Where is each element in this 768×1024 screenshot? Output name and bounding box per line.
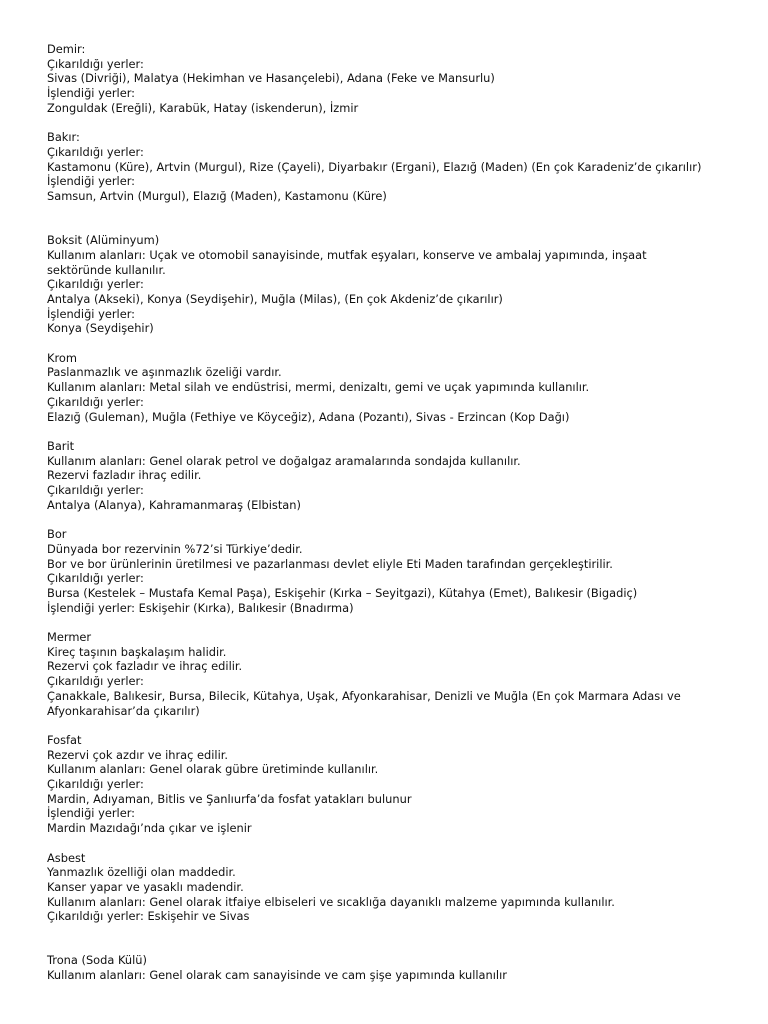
section-title: Barit	[47, 438, 75, 453]
section-trona	[47, 953, 747, 982]
text-line: Çıkarıldığı yerler:	[47, 777, 144, 792]
text-line: Mardin, Adıyaman, Bitlis ve Şanlıurfa’da fosfat yatakları bulunur	[47, 791, 412, 806]
text-line: Mardin Mazıdağı’nda çıkar ve işlenir	[47, 821, 252, 836]
section-title: Bor	[47, 527, 67, 542]
spacer	[47, 718, 747, 733]
text-line: İşlendiği yerler:	[47, 306, 136, 321]
spacer	[47, 836, 747, 851]
text-line: Samsun, Artvin (Murgul), Elazığ (Maden), Kastamonu (Küre)	[47, 189, 387, 204]
text-line: Dünyada bor rezervinin %72’si Türkiye’dedir.	[47, 541, 303, 556]
text-line: İşlendiği yerler: Eskişehir (Kırka), Balıkesir (Bnadırma)	[47, 600, 354, 615]
text-line: Çıkarıldığı yerler:	[47, 483, 144, 498]
text-line: Antalya (Akseki), Konya (Seydişehir), Muğla (Milas), (En çok Akdeniz’de çıkarılır)	[47, 291, 503, 306]
text-line: Çanakkale, Balıkesir, Bursa, Bilecik, Kütahya, Uşak, Afyonkarahisar, Denizli ve Muğla (En çok Marmara Adası ve Afyonkarahisar’da çıkarılır)	[47, 688, 681, 718]
text-line: Kanser yapar ve yasaklı madendir.	[47, 879, 244, 894]
text-line: Zonguldak (Ereğli), Karabük, Hatay (iskenderun), İzmir	[47, 100, 359, 115]
section-title: Demir:	[47, 42, 86, 56]
text-line: Kullanım alanları: Genel olarak itfaiye elbiseleri ve sıcaklığa dayanıklı malzeme yapımında kullanılır.	[47, 894, 615, 909]
section-title: Trona (Soda Külü)	[47, 953, 147, 968]
section-title: Krom	[47, 350, 77, 365]
section-boksit	[47, 233, 747, 336]
text-line: Bursa (Kestelek – Mustafa Kemal Paşa), Eskişehir (Kırka – Seyitgazi), Kütahya (Emet), Balıkesir (Bigadiç)	[47, 585, 638, 600]
text-line: Çıkarıldığı yerler:	[47, 277, 144, 292]
text-line: Kastamonu (Küre), Artvin (Murgul), Rize (Çayeli), Diyarbakır (Ergani), Elazığ (Maden) (En çok Karadeniz’de çıkarılır)	[47, 159, 702, 174]
text-line: Çıkarıldığı yerler:	[47, 56, 144, 71]
document-page	[47, 42, 747, 983]
text-line: Rezervi çok fazladır ve ihraç edilir.	[47, 659, 243, 674]
text-line: İşlendiği yerler:	[47, 806, 136, 821]
text-line: Kullanım alanları: Genel olarak gübre üretiminde kullanılır.	[47, 762, 379, 777]
section-barit	[47, 439, 747, 513]
section-title: Boksit (Alüminyum)	[47, 233, 160, 248]
spacer	[47, 116, 747, 131]
text-line: Kullanım alanları: Genel olarak petrol ve doğalgaz aramalarında sondajda kullanılır.	[47, 453, 521, 468]
text-line: Sivas (Divriği), Malatya (Hekimhan ve Hasançelebi), Adana (Feke ve Mansurlu)	[47, 71, 495, 86]
text-line: Paslanmazlık ve aşınmazlık özeliği vardır.	[47, 365, 282, 380]
text-line: İşlendiği yerler:	[47, 86, 136, 101]
text-line: Çıkarıldığı yerler:	[47, 571, 144, 586]
spacer	[47, 336, 747, 351]
text-line: Bor ve bor ürünlerinin üretilmesi ve pazarlanması devlet eliyle Eti Maden tarafından gerçekleştirilir.	[47, 556, 613, 571]
spacer	[47, 924, 747, 953]
text-line: Rezervi çok azdır ve ihraç edilir.	[47, 747, 229, 762]
spacer	[47, 512, 747, 527]
text-line: Rezervi fazladır ihraç edilir.	[47, 468, 202, 483]
section-title: Bakır:	[47, 130, 80, 145]
text-line: Yanmazlık özelliği olan maddedir.	[47, 865, 236, 880]
spacer	[47, 204, 747, 233]
text-line: Elazığ (Guleman), Muğla (Fethiye ve Köyceğiz), Adana (Pozantı), Sivas - Erzincan (Kop Dağı)	[47, 409, 570, 424]
section-fosfat	[47, 733, 747, 836]
text-line: Kireç taşının başkalaşım halidir.	[47, 644, 227, 659]
text-line: Kullanım alanları: Uçak ve otomobil sanayisinde, mutfak eşyaları, konserve ve ambalaj yapımında, inşaat sektöründe kullanılır.	[47, 247, 647, 277]
section-title: Asbest	[47, 850, 86, 865]
section-bor	[47, 527, 747, 615]
section-title: Mermer	[47, 630, 92, 645]
text-line: Çıkarıldığı yerler:	[47, 394, 144, 409]
text-line: Antalya (Alanya), Kahramanmaraş (Elbistan)	[47, 497, 301, 512]
text-line: Çıkarıldığı yerler: Eskişehir ve Sivas	[47, 909, 250, 924]
section-krom	[47, 351, 747, 425]
text-line: Çıkarıldığı yerler:	[47, 144, 144, 159]
section-title: Fosfat	[47, 732, 82, 747]
section-bakir	[47, 130, 747, 204]
text-line: Kullanım alanları: Metal silah ve endüstrisi, mermi, denizaltı, gemi ve uçak yapımında kullanılır.	[47, 380, 590, 395]
text-line: Çıkarıldığı yerler:	[47, 674, 144, 689]
spacer	[47, 615, 747, 630]
section-demir	[47, 42, 747, 116]
section-mermer	[47, 630, 747, 718]
spacer	[47, 424, 747, 439]
text-line: İşlendiği yerler:	[47, 174, 136, 189]
section-asbest	[47, 851, 747, 925]
text-line: Kullanım alanları: Genel olarak cam sanayisinde ve cam şişe yapımında kullanılır	[47, 968, 507, 983]
text-line: Konya (Seydişehir)	[47, 321, 154, 336]
